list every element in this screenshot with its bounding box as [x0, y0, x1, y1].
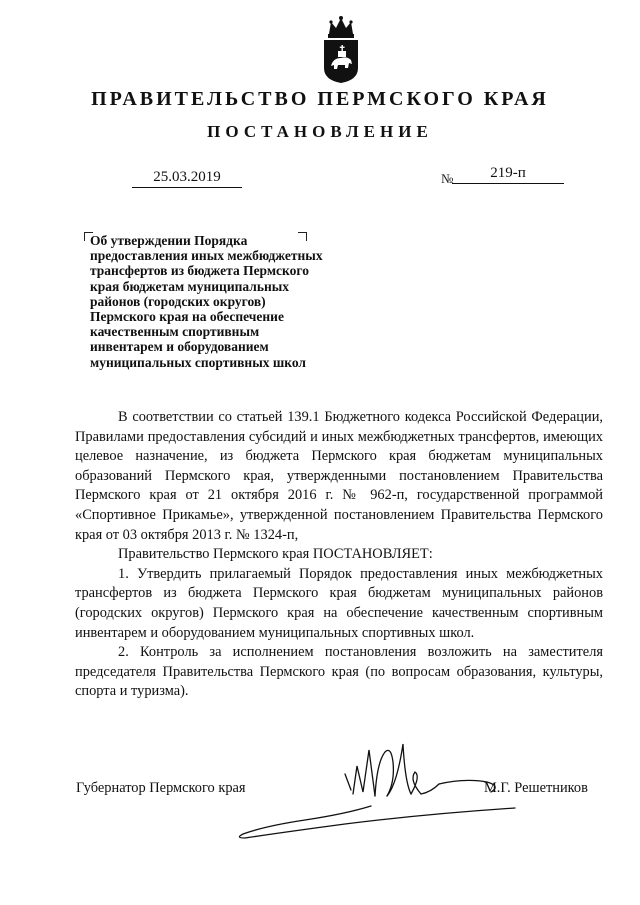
document-number: 219-п [452, 164, 564, 184]
preamble-paragraph: В соответствии со статьей 139.1 Бюджетного кодекса Российской Федерации, Правилами предоставления субсидий и иных межбюджетных трансфертов, имеющих целевое назначение, из бюджета Пермского края бюджетам муниципальных образований Пермского края, утвержденными постановлением Правительства Пермского края от 21 октября 2016 г. № 962-п, государственной программой «Спортивное Прикамье», утвержденной постановлением Правительства Пермского края от 03 октября 2013 г. № 1324-п, [75, 409, 603, 543]
number-sign: № [441, 171, 454, 186]
subject-line: трансфертов из бюджета Пермского [90, 263, 309, 279]
clause-2: 2. Контроль за исполнением постановления возложить на заместителя председателя Правительства Пермского края (по вопросам образования, культуры, спорта и туризма). [75, 644, 603, 700]
subject-line: районов (городских округов) [90, 293, 266, 309]
signatory-position: Губернатор Пермского края [76, 780, 246, 796]
subject-line: предоставления иных межбюджетных [90, 248, 323, 264]
document-subject [90, 233, 370, 370]
coat-of-arms-icon [321, 14, 361, 84]
document-type: ПОСТАНОВЛЕНИЕ [207, 122, 433, 141]
subject-line: качественным спортивным [90, 324, 260, 340]
document-date: 25.03.2019 [132, 168, 242, 188]
subject-line: края бюджетам муниципальных [90, 278, 290, 294]
government-title: ПРАВИТЕЛЬСТВО ПЕРМСКОГО КРАЯ [91, 88, 549, 110]
subject-line: Об утверждении Порядка [90, 233, 248, 248]
subject-line: инвентарем и оборудованием [90, 339, 269, 355]
signatory-name: М.Г. Решетников [484, 780, 588, 796]
resolution-statement: Правительство Пермского края ПОСТАНОВЛЯЕТ: [118, 546, 433, 563]
subject-line: муниципальных спортивных школ [90, 354, 306, 370]
document-body [75, 408, 603, 702]
subject-line: Пермского края на обеспечение [90, 309, 284, 325]
clause-1: 1. Утвердить прилагаемый Порядок предоставления иных межбюджетных трансфертов из бюджета Пермского края бюджетам муниципальных районов (городских округов) Пермского края на обеспечение качественным спортивным инвентарем и оборудованием муниципальных спортивных школ. [75, 565, 603, 641]
